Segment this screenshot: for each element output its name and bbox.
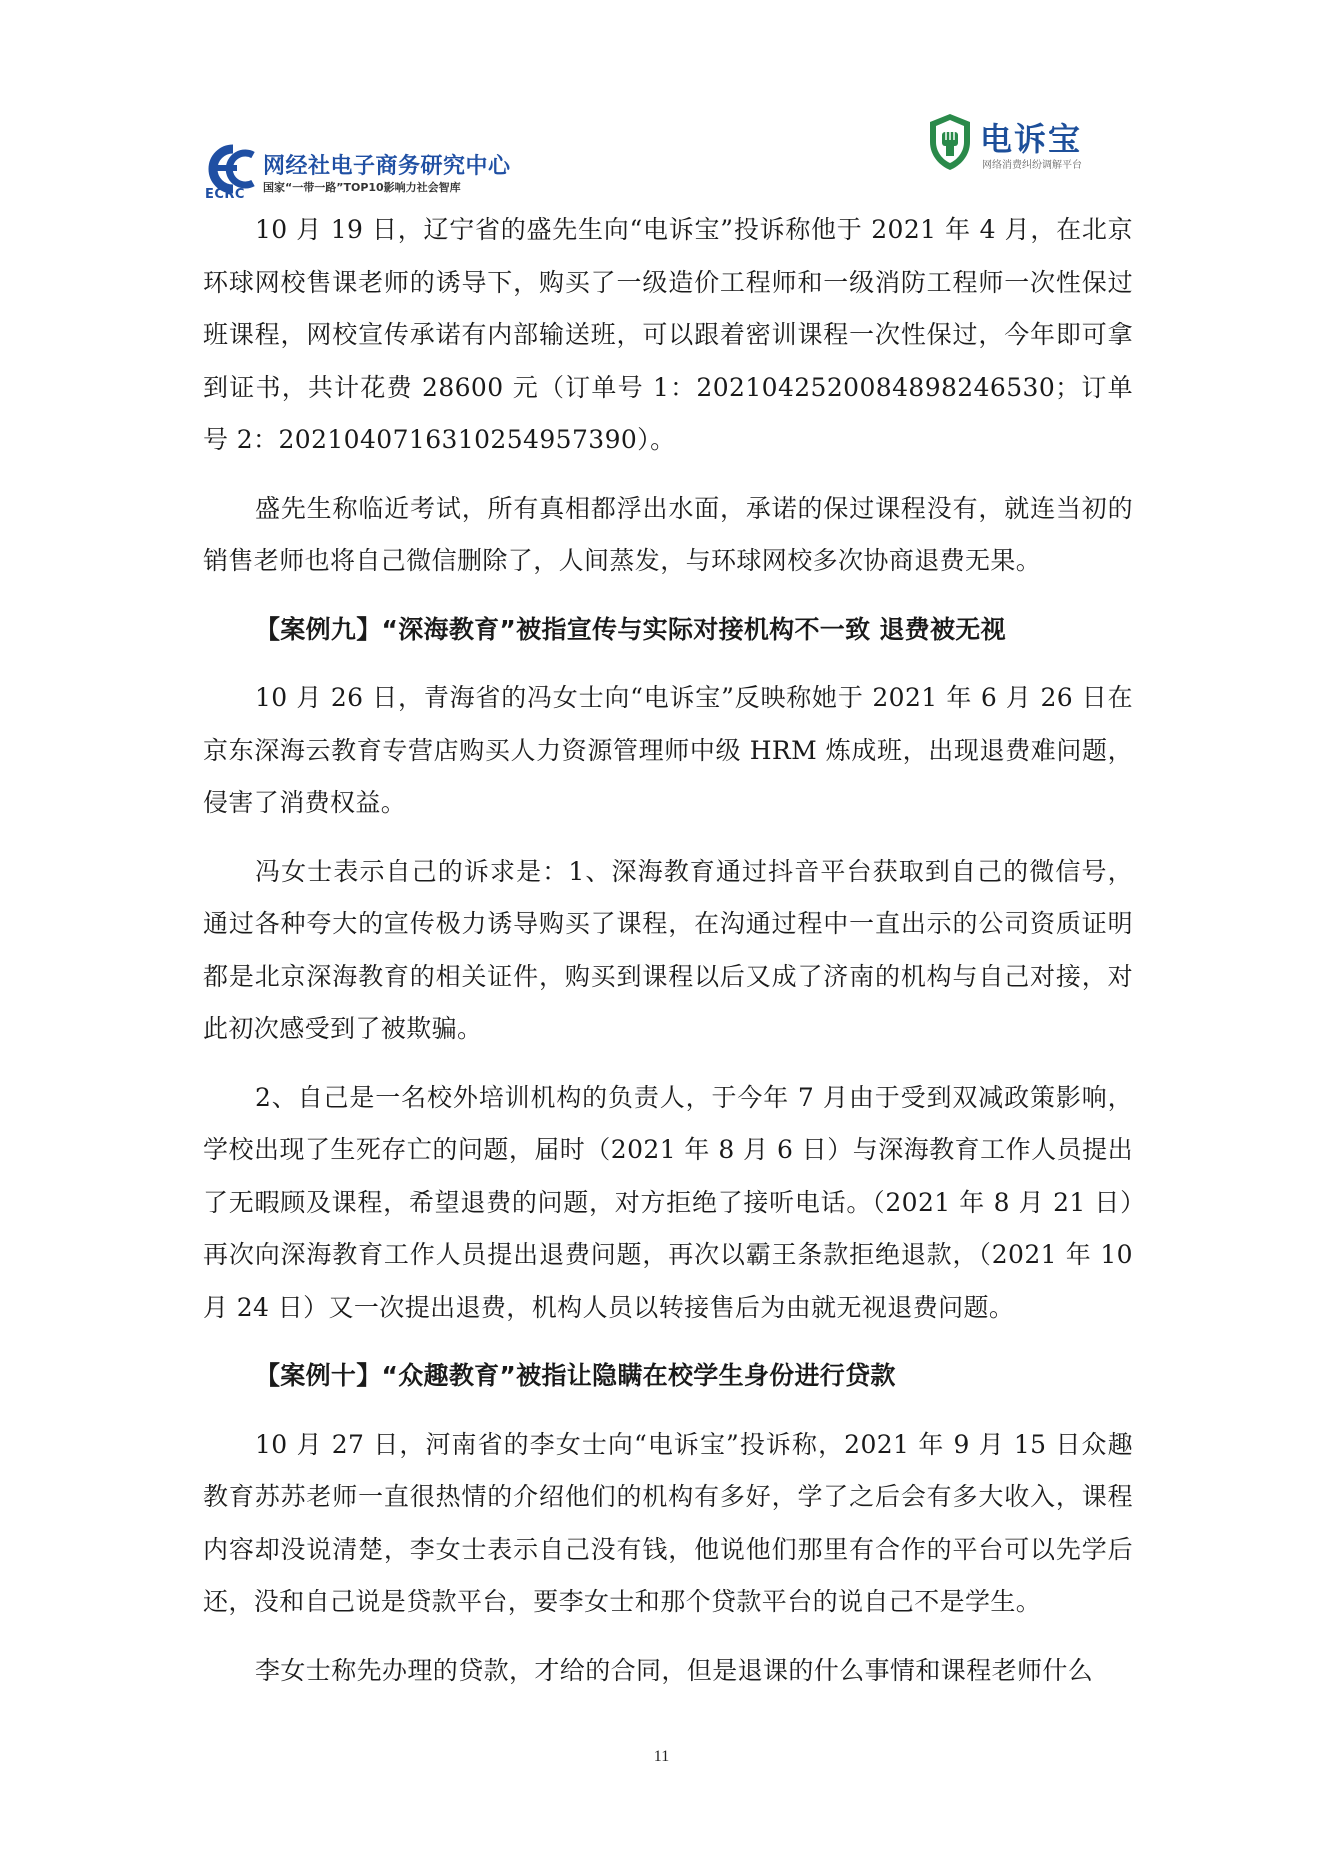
paragraph-sheng-followup: 盛先生称临近考试，所有真相都浮出水面，承诺的保过课程没有，就连当初的销售老师也将自己微信删除了，人间蒸发，与环球网校多次协商退费无果。	[203, 493, 1133, 575]
ecrc-organization-name: 网经社电子商务研究中心	[263, 154, 511, 179]
ecrc-tagline: 国家“一带一路”TOP10影响力社会智库	[263, 181, 461, 194]
paragraph-case9-demand-1: 冯女士表示自己的诉求是：1、深海教育通过抖音平台获取到自己的微信号，通过各种夸大的宣传极力诱导购买了课程，在沟通过程中一直出示的公司资质证明都是北京深海教育的相关证件，购买到课程以后又成了济南的机构与自己对接，对此初次感受到了被欺骗。	[203, 856, 1133, 1043]
paragraph-case10-continued: 李女士称先办理的贷款，才给的合同，但是退课的什么事情和课程老师什么	[255, 1655, 1094, 1685]
ecrc-logo	[203, 143, 511, 203]
dianshubao-logo	[926, 112, 1126, 178]
case-10-title: 【案例十】“众趣教育”被指让隐瞒在校学生身份进行贷款	[255, 1361, 896, 1390]
dianshubao-tagline: 网络消费纠纷调解平台	[982, 160, 1082, 171]
paragraph-case10-intro: 10 月 27 日，河南省的李女士向“电诉宝”投诉称，2021 年 9 月 15 日众趣教育苏苏老师一直很热情的介绍他们的机构有多好，学了之后会有多大收入，课程内容却没说清楚，李女士表示自己没有钱，他说他们那里有合作的平台可以先学后还，没和自己说是贷款平台，要李女士和那个贷款平台的说自己不是学生。	[203, 1429, 1133, 1616]
document-body	[203, 204, 1133, 1697]
shield-fist-icon	[926, 112, 974, 172]
paragraph-case9-intro: 10 月 26 日，青海省的冯女士向“电诉宝”反映称她于 2021 年 6 月 26 日在京东深海云教育专营店购买人力资源管理师中级 HRM 炼成班，出现退费难问题，侵害了消费权益。	[203, 683, 1133, 817]
page-number: 11	[653, 1748, 670, 1765]
case-9-title: 【案例九】“深海教育”被指宣传与实际对接机构不一致 退费被无视	[255, 614, 1006, 644]
dianshubao-name: 电诉宝	[980, 120, 1083, 158]
paragraph-case9-demand-2: 2、自己是一名校外培训机构的负责人，于今年 7 月由于受到双减政策影响，学校出现了生死存亡的问题，届时（2021 年 8 月 6 日）与深海教育工作人员提出了无暇顾及课程，希望退费的问题，对方拒绝了接听电话。（2021 年 8 月 21 日）再次向深海教育工作人员提出退费问题，再次以霸王条款拒绝退款，（2021 年 10 月 24 日）又一次提出退费，机构人员以转接售后为由就无视退费问题。	[203, 1082, 1133, 1322]
ecrc-abbreviation: ECRC	[205, 187, 245, 202]
paragraph-sheng-complaint: 10 月 19 日，辽宁省的盛先生向“电诉宝”投诉称他于 2021 年 4 月，在北京环球网校售课老师的诱导下，购买了一级造价工程师和一级消防工程师一次性保过班课程，网校宣传承诺有内部输送班，可以跟着密训课程一次性保过，今年即可拿到证书，共计花费 28600 元（订单号 1：20210425200848982465​30；订单号 2：202104071631025495​7390）。	[203, 215, 1133, 454]
page-header	[0, 0, 1323, 210]
